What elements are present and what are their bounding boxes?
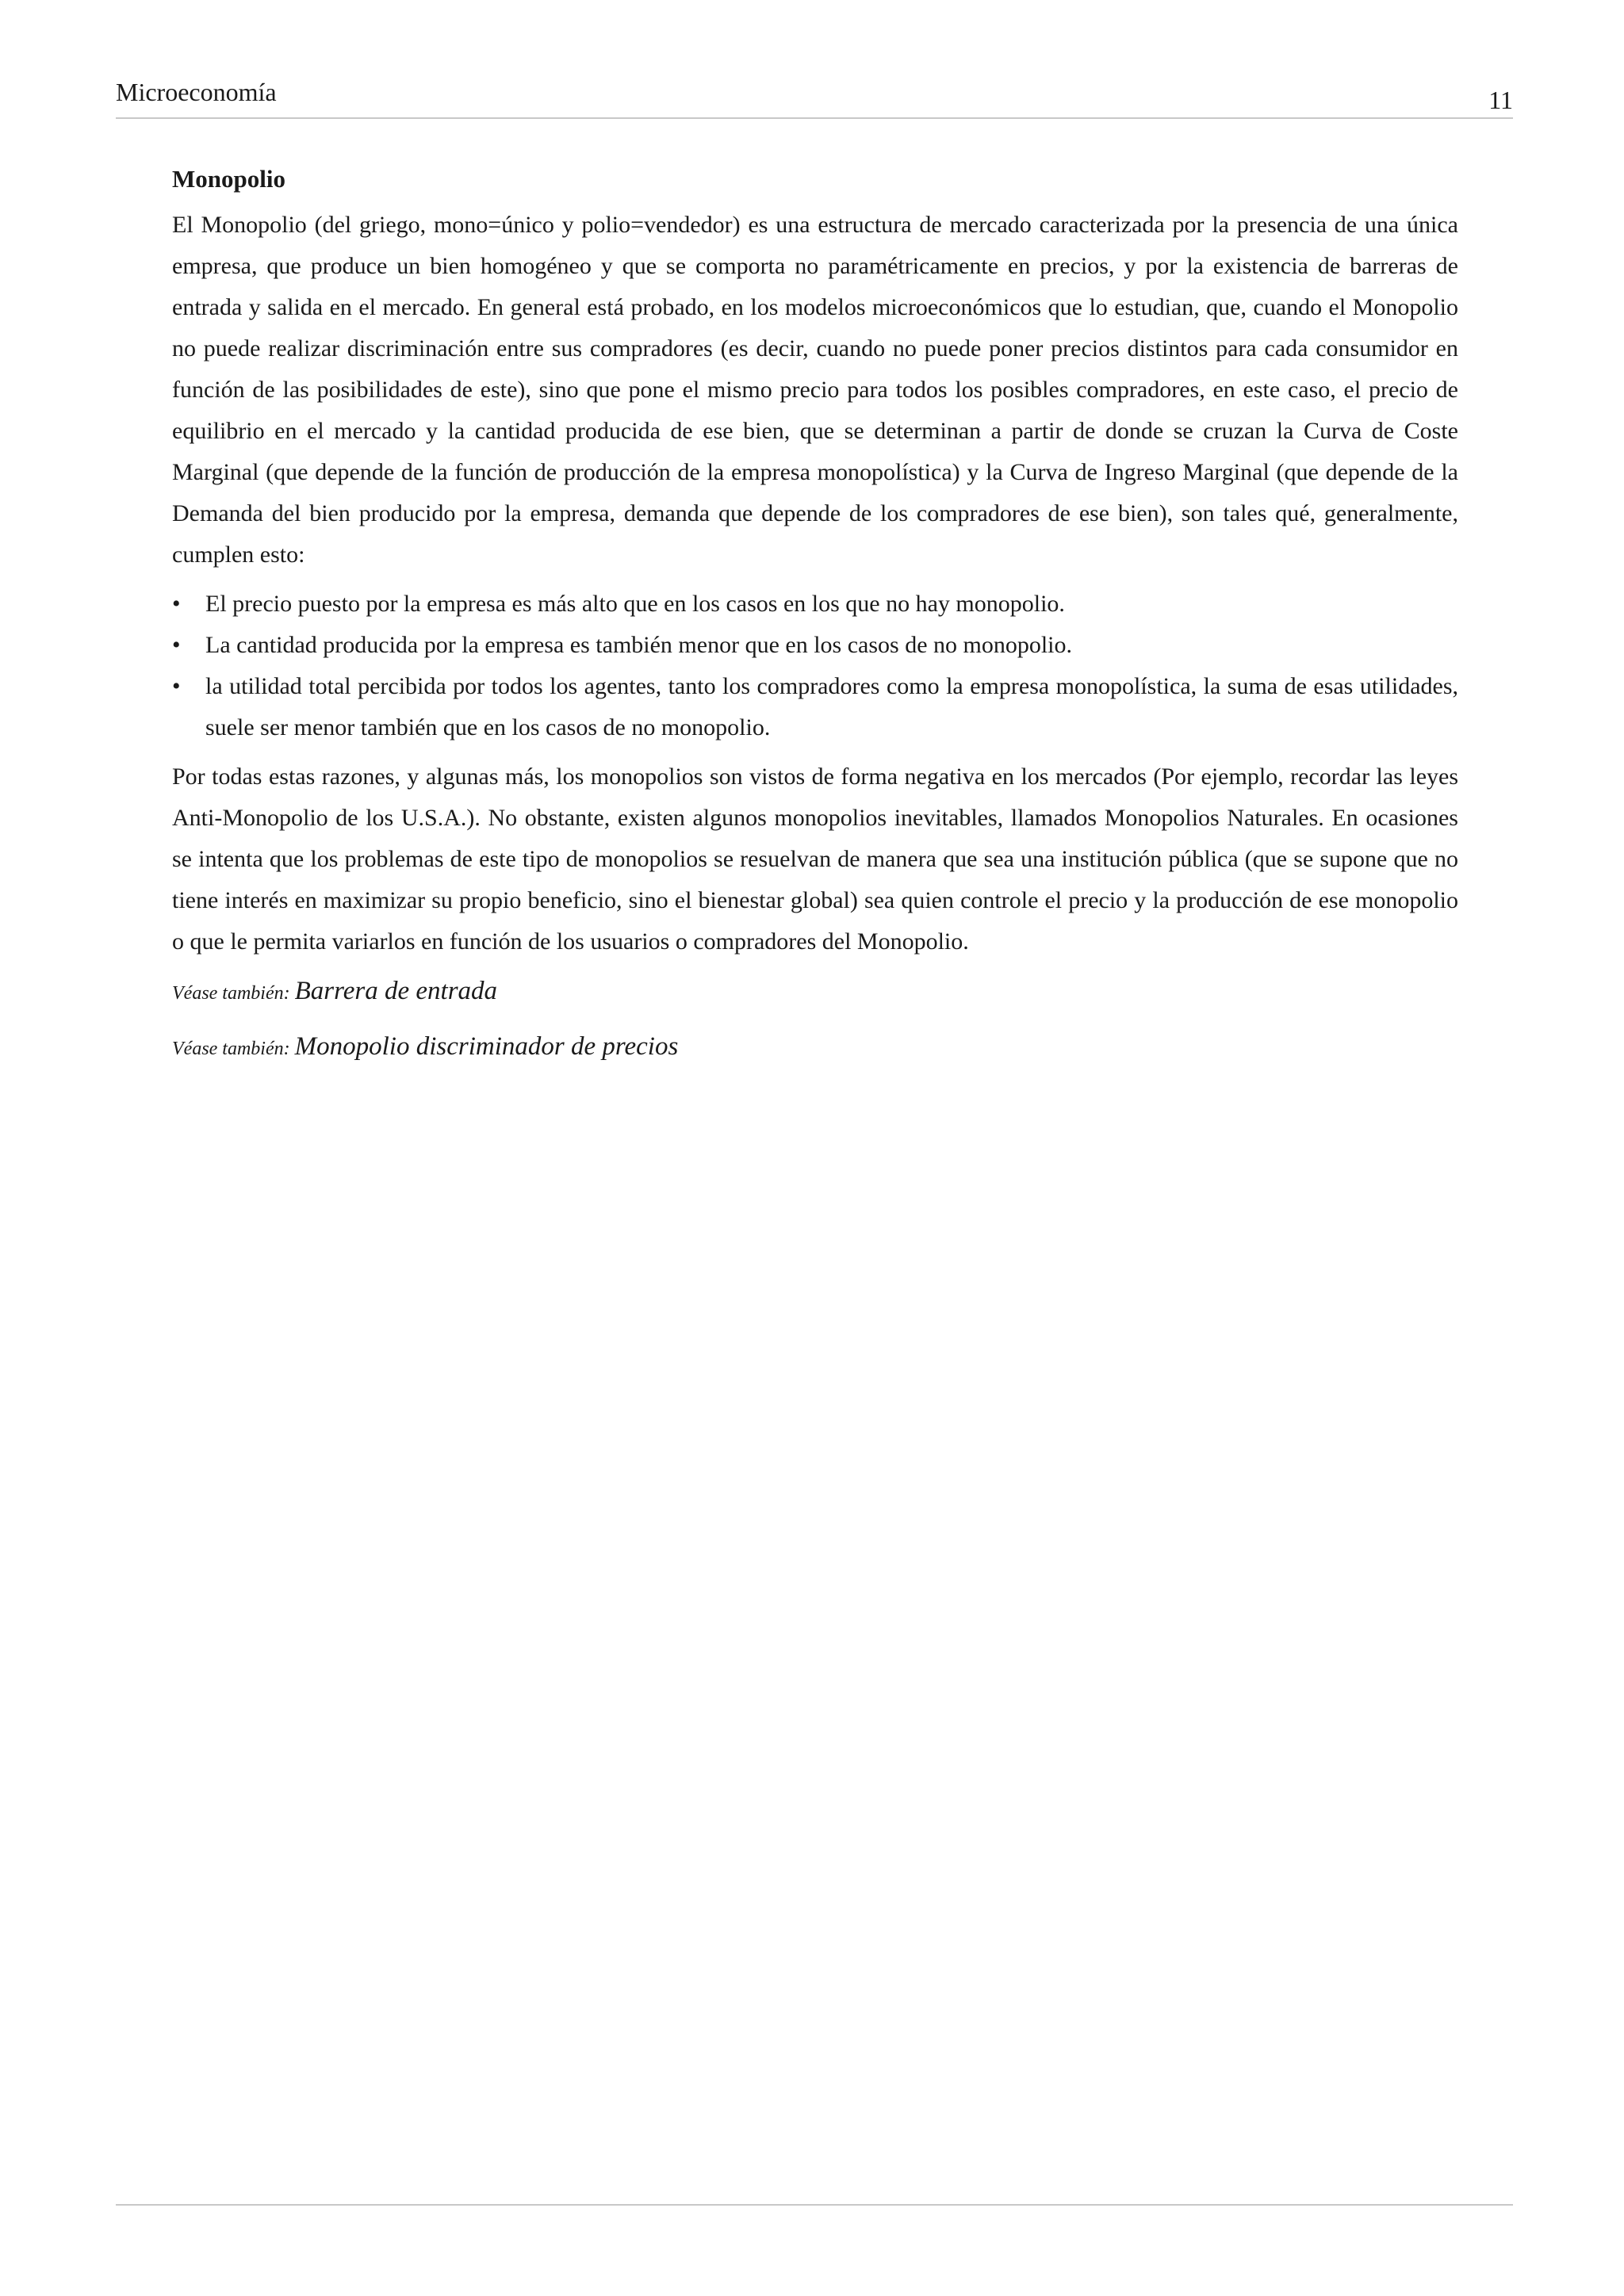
bullet-text: la utilidad total percibida por todos los agentes, tanto los compradores como la empresa monopolística, la suma de esas utilidades, suele ser menor también que en los casos de no monopolio. [205, 673, 1458, 740]
page-number: 11 [1488, 86, 1513, 114]
bullet-icon: • [172, 632, 181, 658]
see-also-barrera [172, 970, 1458, 1016]
bullet-item-utility [172, 666, 1458, 748]
bullet-item-quantity [172, 625, 1458, 666]
bullet-text: La cantidad producida por la empresa es también menor que en los casos de no monopolio. [205, 632, 1073, 658]
see-also-prefix: Véase también: [172, 983, 295, 1004]
footer-divider [116, 2204, 1513, 2206]
header-title: Microeconomía [116, 78, 277, 106]
conclusion-paragraph: Por todas estas razones, y algunas más, los monopolios son vistos de forma negativa en los mercados (Por ejemplo, recordar las leyes Anti-Monopolio de los U.S.A.). No obstante, existen algunos monopolios inevitables, llamados Monopolios Naturales. En ocasiones se intenta que los problemas de este tipo de monopolios se resuelvan de manera que sea una institución pública (que se supone que no tiene interés en maximizar su propio beneficio, sino el bienestar global) sea quien controle el precio y la producción de ese monopolio o que le permita variarlos en función de los usuarios o compradores del Monopolio. [172, 763, 1458, 955]
page-content [172, 163, 1458, 1081]
section-title: Monopolio [172, 165, 285, 193]
see-also-link-barrera-de-entrada[interactable]: Barrera de entrada [294, 977, 498, 1005]
bullet-icon: • [172, 591, 181, 617]
bullet-text: El precio puesto por la empresa es más alto que en los casos en los que no hay monopolio. [205, 591, 1065, 617]
intro-paragraph: El Monopolio (del griego, mono=único y polio=vendedor) es una estructura de mercado caracterizada por la presencia de una única empresa, que produce un bien homogéneo y que se comporta no paramétricamente en precios, y por la existencia de barreras de entrada y salida en el mercado. En general está probado, en los modelos microeconómicos que lo estudian, que, cuando el Monopolio no puede realizar discriminación entre sus compradores (es decir, cuando no puede poner precios distintos para cada consumidor en función de las posibilidades de este), sino que pone el mismo precio para todos los posibles compradores, en este caso, el precio de equilibrio en el mercado y la cantidad producida de ese bien, que se determinan a partir de donde se cruzan la Curva de Coste Marginal (que depende de la función de producción de la empresa monopolística) y la Curva de Ingreso Marginal (que depende de la Demanda del bien producido por la empresa, demanda que depende de los compradores de ese bien), son tales qué, generalmente, cumplen esto: [172, 212, 1458, 568]
running-header [116, 76, 1513, 119]
see-also-prefix: Véase también: [172, 1039, 295, 1059]
see-also-link-monopolio-discriminador[interactable]: Monopolio discriminador de precios [294, 1032, 679, 1061]
bullet-item-price [172, 584, 1458, 625]
see-also-discriminador [172, 1026, 1458, 1072]
bullet-icon: • [172, 673, 181, 699]
bullet-list [172, 584, 1458, 748]
